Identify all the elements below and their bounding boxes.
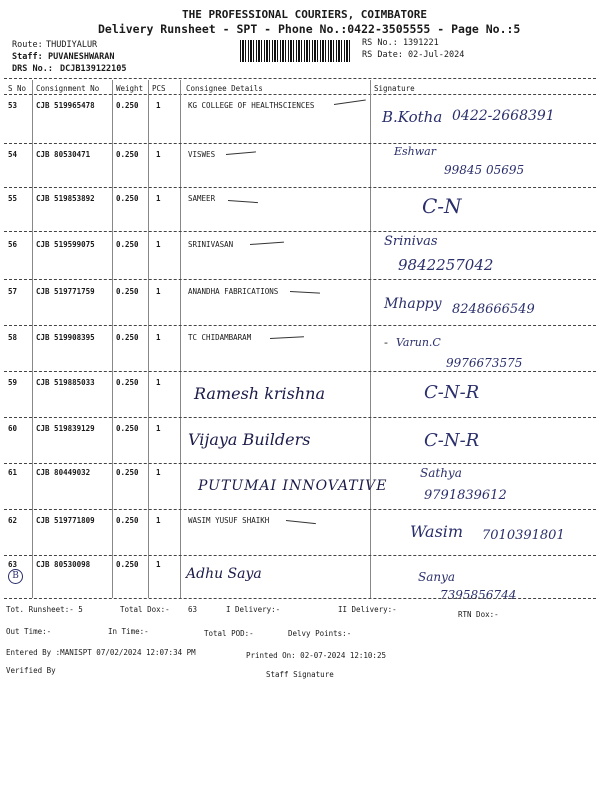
col-divider — [370, 80, 371, 598]
row-53-sno: 53 — [8, 101, 18, 110]
row-54-pcs: 1 — [156, 150, 161, 159]
row-62-pcs: 1 — [156, 516, 161, 525]
row-54-sno: 54 — [8, 150, 18, 159]
row-57-signature: Mhappy — [384, 296, 442, 312]
row-55-weight: 0.250 — [116, 194, 139, 203]
drs-label: DRS No.: — [12, 64, 53, 74]
staff-value: PUVANESHWARAN — [48, 52, 115, 62]
row-59-consignment: CJB 519885033 — [36, 378, 95, 387]
route-label: Route: — [12, 40, 43, 50]
row-59-signature: C-N-R — [424, 382, 480, 403]
total-dox-value: 63 — [188, 605, 198, 614]
col-divider — [32, 80, 33, 598]
row-57-phone: 8248666549 — [452, 302, 535, 317]
row-54-signature: Eshwar — [394, 145, 436, 158]
row-57-sno: 57 — [8, 287, 18, 296]
row-56-sno: 56 — [8, 240, 18, 249]
row-divider — [4, 325, 596, 326]
row-56-phone: 9842257042 — [398, 256, 494, 274]
row-61-pcs: 1 — [156, 468, 161, 477]
row-61-weight: 0.250 — [116, 468, 139, 477]
staff-label: Staff: — [12, 52, 43, 62]
col-divider — [180, 80, 181, 598]
row-54-phone: 99845 05695 — [444, 163, 525, 177]
row-53-consignment: CJB 519965478 — [36, 101, 95, 110]
route-value: THUDIYALUR — [46, 40, 98, 50]
company-title: THE PROFESSIONAL COURIERS, COIMBATORE — [182, 8, 428, 21]
barcode — [240, 40, 352, 62]
row-55-consignment: CJB 519853892 — [36, 194, 95, 203]
row-divider — [4, 509, 596, 510]
row-divider — [4, 371, 596, 372]
col-consignment: Consignment No — [36, 84, 100, 93]
row-54-weight: 0.250 — [116, 150, 139, 159]
row-53-consignee: KG COLLEGE OF HEALTHSCIENCES — [188, 101, 315, 110]
row-60-pcs: 1 — [156, 424, 161, 433]
tot-runsheet: Tot. Runsheet:- 5 — [6, 605, 83, 614]
col-pcs: PCS — [152, 84, 166, 93]
row-divider — [4, 231, 596, 232]
row-59-handwritten-consignee: Ramesh krishna — [194, 384, 326, 403]
row-55-sno: 55 — [8, 194, 18, 203]
out-time: Out Time:- — [6, 627, 52, 636]
row-62-weight: 0.250 — [116, 516, 139, 525]
row-61-phone: 9791839612 — [424, 488, 507, 503]
row-63-circled-mark: B — [8, 569, 23, 584]
row-59-pcs: 1 — [156, 378, 161, 387]
row-56-consignee: SRINIVASAN — [188, 240, 234, 249]
row-61-handwritten-consignee: PUTUMAI INNOVATIVE — [198, 478, 388, 494]
row-63-signature: Sanya — [418, 570, 456, 584]
row-divider — [4, 555, 596, 556]
row-62-sno: 62 — [8, 516, 18, 525]
total-pod: Total POD:- — [204, 629, 254, 638]
row-57-pcs: 1 — [156, 287, 161, 296]
row-60-weight: 0.250 — [116, 424, 139, 433]
row-61-signature: Sathya — [420, 466, 462, 480]
row-63-sno: 63 — [8, 560, 18, 569]
printed-on: Printed On: 02-07-2024 12:10:25 — [246, 651, 386, 660]
row-58-consignee: TC CHIDAMBARAM — [188, 333, 252, 342]
row-63-pcs: 1 — [156, 560, 161, 569]
staff-signature: Staff Signature — [266, 670, 334, 679]
row-61-sno: 61 — [8, 468, 18, 477]
row-57-weight: 0.250 — [116, 287, 139, 296]
row-divider — [4, 417, 596, 418]
row-58-signature: Varun.C — [396, 336, 441, 349]
row-63-consignment: CJB 80530098 — [36, 560, 91, 569]
col-divider — [148, 80, 149, 598]
row-58-pcs: 1 — [156, 333, 161, 342]
drs-value: DCJB139122105 — [60, 64, 127, 74]
row-59-sno: 59 — [8, 378, 18, 387]
row-58-weight: 0.250 — [116, 333, 139, 342]
row-55-pcs: 1 — [156, 194, 161, 203]
delvy-points: Delvy Points:- — [288, 629, 352, 638]
row-62-signature: Wasim — [410, 522, 464, 541]
arrow-mark — [270, 336, 304, 339]
row-58-sno: 58 — [8, 333, 18, 342]
col-divider — [112, 80, 113, 598]
row-60-sno: 60 — [8, 424, 18, 433]
entered-by: Entered By :MANISPT 07/02/2024 12:07:34 PM — [6, 648, 196, 657]
in-time: In Time:- — [108, 627, 149, 636]
arrow-mark — [226, 151, 256, 155]
dash-mark: - — [384, 336, 388, 349]
row-57-consignee: ANANDHA FABRICATIONS — [188, 287, 279, 296]
col-signature: Signature — [374, 84, 415, 93]
arrow-mark — [334, 100, 366, 105]
row-58-phone: 9976673575 — [446, 356, 523, 370]
row-63-handwritten-consignee: Adhu Saya — [186, 566, 262, 582]
runsheet-title: Delivery Runsheet - SPT - Phone No.:0422-3505555 - Page No.:5 — [98, 22, 521, 36]
rtn-dox: RTN Dox:- — [458, 610, 499, 619]
row-55-consignee: SAMEER — [188, 194, 216, 203]
row-53-pcs: 1 — [156, 101, 161, 110]
i-delivery: I Delivery:- — [226, 605, 281, 614]
row-divider — [4, 463, 596, 464]
arrow-mark — [290, 291, 320, 294]
row-58-consignment: CJB 519908395 — [36, 333, 95, 342]
table-top-rule — [4, 78, 596, 79]
row-62-consignment: CJB 519771809 — [36, 516, 95, 525]
arrow-mark — [250, 242, 284, 245]
arrow-mark — [228, 200, 258, 203]
total-dox-label: Total Dox:- — [120, 605, 170, 614]
row-divider — [4, 143, 596, 144]
col-weight: Weight — [116, 84, 144, 93]
row-63-weight: 0.250 — [116, 560, 139, 569]
row-54-consignment: CJB 80530471 — [36, 150, 91, 159]
rs-date: RS Date: 02-Jul-2024 — [362, 50, 465, 60]
row-55-signature: C-N — [422, 194, 462, 218]
row-60-consignment: CJB 519839129 — [36, 424, 95, 433]
row-divider — [4, 279, 596, 280]
col-consignee: Consignee Details — [186, 84, 263, 93]
table-bottom-rule — [4, 598, 596, 599]
row-divider — [4, 187, 596, 188]
col-sno: S No — [8, 84, 27, 93]
verified-by: Verified By — [6, 666, 56, 675]
row-62-phone: 7010391801 — [482, 528, 565, 543]
row-54-consignee: VISWES — [188, 150, 216, 159]
row-56-weight: 0.250 — [116, 240, 139, 249]
row-53-weight: 0.250 — [116, 101, 139, 110]
ii-delivery: II Delivery:- — [338, 605, 397, 614]
row-60-handwritten-consignee: Vijaya Builders — [188, 430, 311, 449]
row-53-signature: B.Kotha — [382, 108, 443, 126]
row-63-phone: 7395856744 — [440, 588, 517, 602]
arrow-mark — [286, 520, 316, 524]
row-59-weight: 0.250 — [116, 378, 139, 387]
row-56-pcs: 1 — [156, 240, 161, 249]
row-56-consignment: CJB 519599075 — [36, 240, 95, 249]
row-60-signature: C-N-R — [424, 430, 480, 451]
row-57-consignment: CJB 519771759 — [36, 287, 95, 296]
table-header-rule — [4, 94, 596, 95]
row-53-phone: 0422-2668391 — [452, 108, 555, 124]
row-56-signature: Srinivas — [384, 234, 438, 249]
row-61-consignment: CJB 80449032 — [36, 468, 91, 477]
rs-number: RS No.: 1391221 — [362, 38, 439, 48]
row-62-consignee: WASIM YUSUF SHAIKH — [188, 516, 270, 525]
